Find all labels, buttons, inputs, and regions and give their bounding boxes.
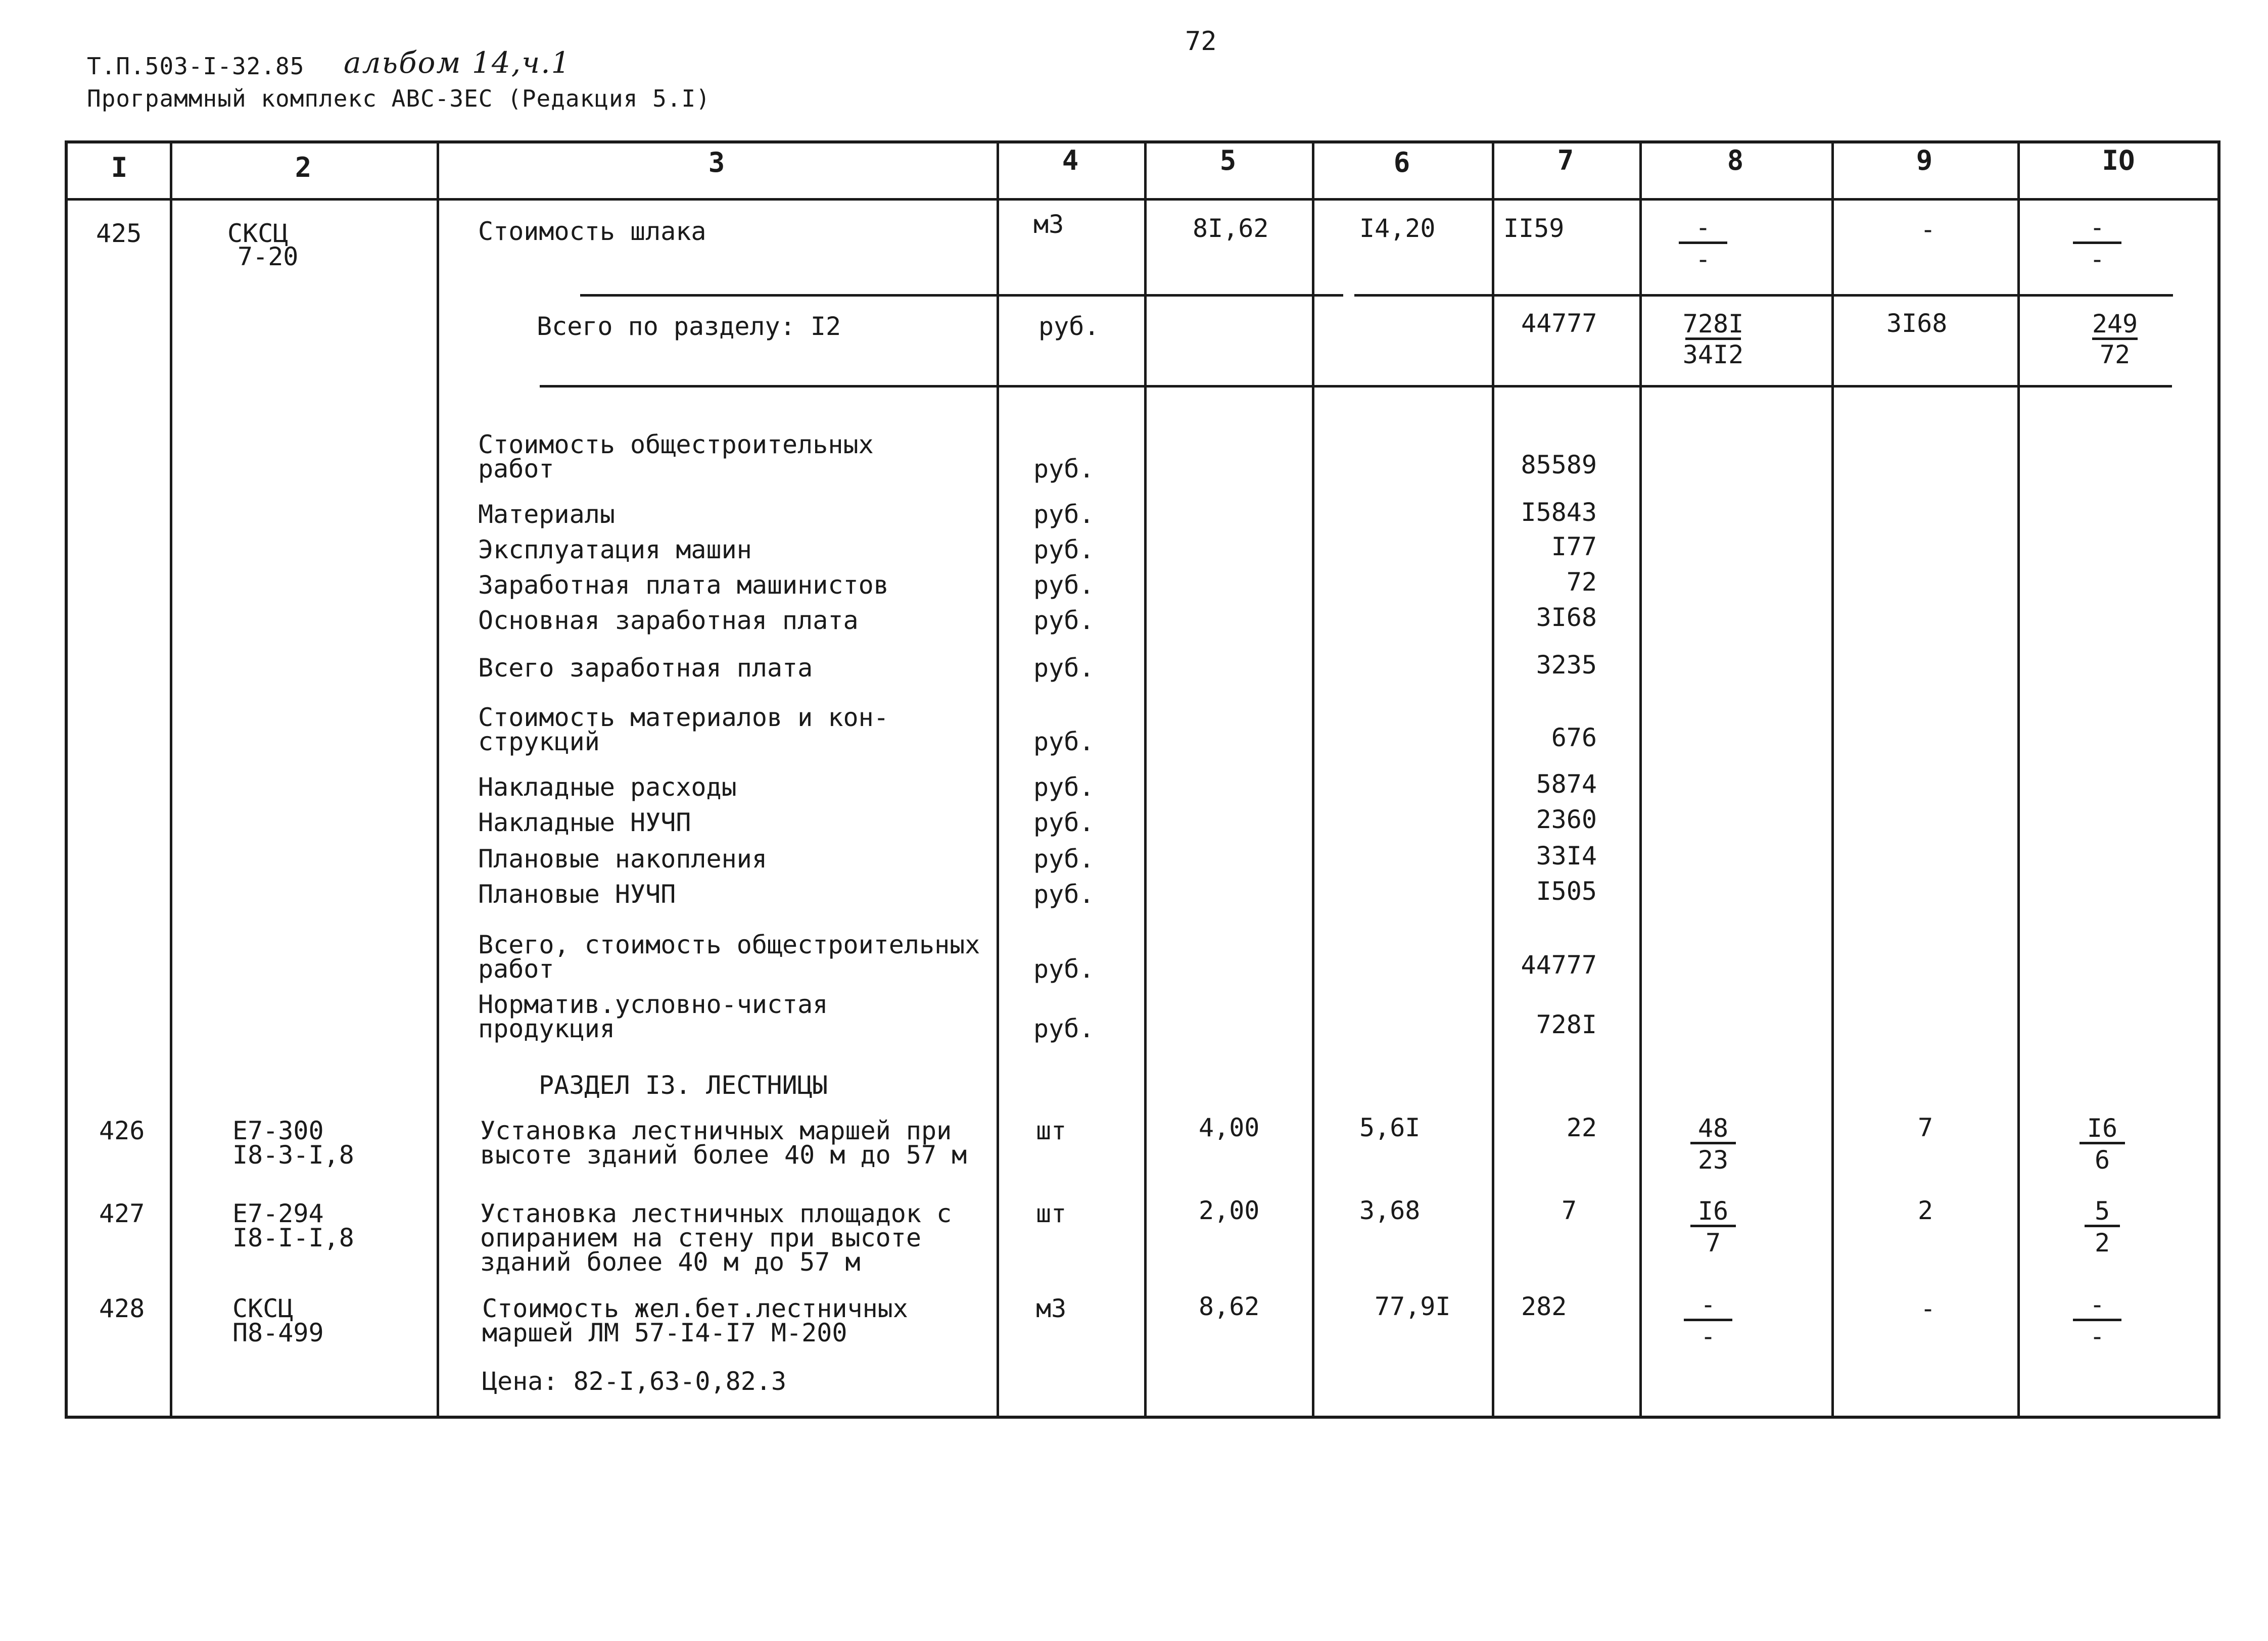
col-header-7: 7 [1557,144,1574,176]
summary-value: 3235 [1536,650,1597,680]
row-428-col9: - [1920,1294,1936,1323]
row-427-col9: 2 [1918,1196,1933,1225]
row-425-unit: м3 [1033,210,1064,239]
album-note-handwritten: альбом 14,ч.1 [344,45,571,80]
section-total-col8-fraction [1680,311,1746,367]
col-header-5: 5 [1219,144,1237,176]
section-total-col8-bottom: 34I2 [1682,340,1744,369]
row-425-num: 425 [96,219,142,248]
col-line-5 [1312,140,1314,1419]
col-line-7 [1639,140,1642,1419]
row-425-code-2: 7-20 [238,242,299,271]
summary-unit: руб. [1033,773,1095,802]
row-427-col8-bottom: 7 [1705,1228,1721,1258]
row-425-col8-bottom: - [1695,245,1711,274]
page-number: 72 [1185,26,1217,57]
summary-unit: руб. [1033,500,1095,529]
row-426-col9: 7 [1918,1113,1933,1142]
row-425-total: II59 [1503,214,1565,243]
section-total-col9: 3I68 [1886,309,1948,338]
col-line-2 [437,140,439,1419]
section-total-unit: руб. [1038,312,1100,341]
row-428-num: 428 [99,1294,145,1323]
summary-label: Всего заработная плата [478,653,813,683]
section-total-label: Всего по разделу: I2 [537,312,841,341]
row-426-col8-bottom: 23 [1697,1145,1729,1175]
summary-value: 728I [1536,1010,1597,1039]
row-425-col10-top: - [2089,213,2105,242]
summary-label: Плановые НУЧП [478,880,676,909]
summary-label: Заработная плата машинистов [478,570,889,600]
summary-label: Накладные расходы [478,773,737,802]
summary-label: Стоимость общестроительных [478,430,874,459]
summary-label: Эксплуатация машин [478,535,752,564]
row-427-qty: 2,00 [1199,1196,1260,1225]
col-line-3 [997,140,999,1419]
summary-value: 44777 [1521,950,1597,980]
row-427-col10-top: 5 [2094,1196,2110,1226]
rule-under-425-b [1354,294,2173,297]
summary-unit: руб. [1033,727,1095,756]
row-426-col8-top: 48 [1697,1114,1729,1143]
row-428-qty: 8,62 [1199,1292,1260,1321]
row-427-code-1: Е7-294 [232,1199,324,1228]
row-428-name-1: Стоимость жел.бет.лестничных [482,1294,908,1323]
col-line-8 [1831,140,1834,1419]
summary-value: I77 [1551,532,1597,561]
row-428-col10-fraction [2072,1290,2122,1351]
row-428-col8-top: - [1700,1290,1716,1319]
summary-value: I505 [1536,877,1597,906]
summary-unit: руб. [1033,954,1095,984]
row-427-num: 427 [99,1199,145,1228]
row-426-col10-top: I6 [2087,1114,2118,1143]
row-428-code-1: СКСЦ [232,1294,294,1323]
col-header-1: I [111,152,128,183]
summary-unit: руб. [1033,880,1095,909]
summary-unit: руб. [1033,454,1095,484]
summary-unit: руб. [1033,844,1095,874]
summary-label: Плановые накопления [478,844,767,874]
col-line-6 [1492,140,1494,1419]
row-428-price-note: Цена: 82-I,63-0,82.3 [482,1367,787,1396]
summary-label-cont: продукция [478,1014,615,1043]
row-427-name-1: Установка лестничных площадок с [480,1199,952,1228]
row-427-total: 7 [1562,1196,1577,1225]
summary-value: 2360 [1536,805,1597,834]
col-header-2: 2 [295,152,312,183]
row-426-col8-fraction [1688,1116,1738,1173]
row-425-price: I4,20 [1359,214,1436,243]
row-425-name: Стоимость шлака [478,217,706,246]
doc-subtitle: Программный комплекс АВС-3ЕС (Редакция 5.I) [87,85,711,112]
row-428-price: 77,9I [1375,1292,1451,1321]
summary-unit: руб. [1033,570,1095,600]
summary-value: 5874 [1536,769,1597,799]
col-header-3: 3 [708,147,725,178]
row-425-code-1: СКСЦ [227,219,289,248]
summary-value: 676 [1551,723,1597,752]
section-total-col10-top: 249 [2092,309,2138,339]
row-426-qty: 4,00 [1199,1113,1260,1142]
row-425-col8-fraction [1678,213,1728,274]
row-425-col10-bottom: - [2089,245,2105,274]
col-header-4: 4 [1062,144,1079,176]
row-426-name-1: Установка лестничных маршей при [480,1116,952,1145]
col-header-10: IO [2102,144,2135,176]
col-line-1 [170,140,172,1419]
row-425-col9: - [1920,215,1936,244]
doc-code: Т.П.503-I-32.85 [87,53,305,80]
section-total-col10-fraction [2087,311,2143,367]
row-427-name-3: зданий более 40 м до 57 м [480,1247,861,1277]
summary-value: 3I68 [1536,603,1597,632]
summary-unit: руб. [1033,606,1095,635]
summary-unit: руб. [1033,535,1095,564]
row-425-col10-fraction [2072,213,2122,274]
section-total-value: 44777 [1521,309,1597,338]
col-line-9 [2017,140,2020,1419]
row-426-unit: шт [1036,1116,1067,1145]
summary-label: Материалы [478,500,615,529]
summary-label: Накладные НУЧП [478,808,691,837]
row-425-col8-top: - [1695,213,1711,242]
row-425-qty: 8I,62 [1193,214,1269,243]
row-426-col10-bottom: 6 [2094,1145,2110,1175]
row-427-price: 3,68 [1359,1196,1421,1225]
summary-value: 33I4 [1536,841,1597,871]
row-427-code-2: I8-I-I,8 [232,1223,354,1252]
summary-value: 85589 [1521,450,1597,479]
col-header-8: 8 [1727,144,1744,176]
row-426-name-2: высоте зданий более 40 м до 57 м [480,1140,967,1170]
summary-label: Всего, стоимость общестроительных [478,930,980,959]
row-428-col10-bottom: - [2089,1322,2105,1351]
summary-label-cont: струкций [478,727,600,756]
row-428-unit: м3 [1036,1294,1067,1323]
col-header-9: 9 [1916,144,1933,176]
row-426-code-2: I8-3-I,8 [232,1140,354,1170]
section-total-col10-bottom: 72 [2099,340,2131,369]
summary-unit: руб. [1033,1014,1095,1043]
row-428-col8-bottom: - [1700,1322,1716,1351]
col-header-6: 6 [1393,147,1410,178]
summary-value: 72 [1566,567,1597,597]
summary-value: I5843 [1521,498,1597,527]
summary-label: Норматив.условно-чистая [478,990,828,1019]
row-426-total: 22 [1566,1113,1597,1142]
summary-label-cont: работ [478,454,554,484]
rule-under-425 [580,294,1343,297]
section-total-col8-top: 728I [1682,309,1744,339]
row-426-price: 5,6I [1359,1113,1421,1142]
row-426-col10-fraction [2077,1116,2128,1173]
row-428-col8-fraction [1683,1290,1733,1351]
row-427-col8-top: I6 [1697,1196,1729,1226]
row-428-name-2: маршей ЛМ 57-I4-I7 М-200 [482,1318,847,1347]
row-427-unit: шт [1036,1199,1067,1228]
row-428-total: 282 [1521,1292,1567,1321]
summary-label-cont: работ [478,954,554,984]
summary-label: Основная заработная плата [478,606,859,635]
summary-label: Стоимость материалов и кон- [478,703,889,732]
col-line-4 [1144,140,1147,1419]
row-427-col8-fraction [1688,1198,1738,1256]
row-427-name-2: опиранием на стену при высоте [480,1223,921,1252]
summary-unit: руб. [1033,808,1095,837]
row-426-code-1: Е7-300 [232,1116,324,1145]
row-426-num: 426 [99,1116,145,1145]
row-427-col10-bottom: 2 [2094,1228,2110,1258]
summary-unit: руб. [1033,653,1095,683]
row-427-col10-fraction [2077,1198,2128,1256]
row-428-code-2: П8-499 [232,1318,324,1347]
row-428-col10-top: - [2089,1290,2105,1319]
header-row-separator [65,198,2220,201]
section-13-title: РАЗДЕЛ I3. ЛЕСТНИЦЫ [539,1071,828,1100]
rule-under-section-total [540,385,2172,388]
